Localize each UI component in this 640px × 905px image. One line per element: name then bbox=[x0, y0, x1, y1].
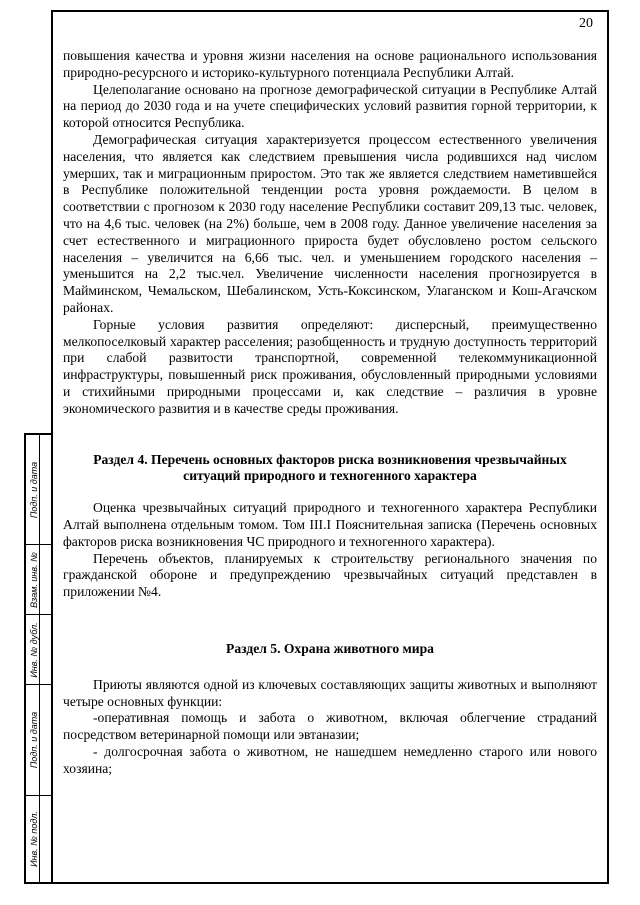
stamp-field bbox=[39, 685, 51, 795]
paragraph: Приюты являются одной из ключевых составляющих защиты животных и выполняют четыре основных функции: bbox=[63, 676, 597, 709]
stamp-cell-signature-date-bottom bbox=[26, 685, 51, 796]
section-5-heading: Раздел 5. Охрана животного мира bbox=[226, 640, 434, 656]
stamp-cell-original-inventory bbox=[26, 796, 51, 882]
section-4-heading: Раздел 4. Перечень основных факторов риска возникновения чрезвычайных ситуаций природного и техногенного характера bbox=[93, 451, 567, 484]
paragraph: Перечень объектов, планируемых к строительству регионального значения по гражданской обороне и предупреждению чрезвычайных ситуаций представлен в приложении №4. bbox=[63, 550, 597, 600]
stamp-label: Инв. № подл. bbox=[29, 811, 39, 867]
page-frame bbox=[51, 10, 609, 884]
page-number: 20 bbox=[579, 16, 593, 31]
paragraph: Демографическая ситуация характеризуется процессом естественного увеличения населения, что является как следствием превышения числа родившихся над числом умерших, так и миграционным приростом. Это так же является следствием наметившейся в Республике положительной тенденции роста уровня рождаемости. В целом в соответствии с прогнозом к 2030 году население Республики составит 209,13 тыс. человек, что на 4,6 тыс. человек (на 2%) больше, чем в 2008 году. Данное увеличение населения за счет естественного и миграционного прироста будет обусловлено ростом сельского населения – увеличится на 6,66 тыс. чел. и уменьшением городского населения – уменьшится на 2,2 тыс.чел. Увеличение численности населения прогнозируется в Майминском, Чемальском, Шебалинском, Усть-Коксинском, Улаганском и Кош-Агачском районах. bbox=[63, 131, 597, 315]
stamp-cell-replacement-inventory bbox=[26, 545, 51, 615]
paragraph: Оценка чрезвычайных ситуаций природного и техногенного характера Республики Алтай выполнена отдельным томом. Том III.I Пояснительная записка (Перечень основных факторов риска возникновения ЧС природного и техногенного характера). bbox=[63, 500, 597, 549]
document-body bbox=[63, 48, 597, 777]
stamp-label: Взам. инв. № bbox=[29, 551, 39, 608]
paragraph: -оперативная помощь и забота о животном, включая облегчение страданий посредством ветеринарной помощи или эвтаназии; bbox=[63, 710, 597, 743]
paragraph: повышения качества и уровня жизни населения на основе рационального использования природно-ресурсного и историко-культурного потенциала Республики Алтай. bbox=[63, 48, 597, 80]
stamp-label: Подп. и дата bbox=[29, 711, 39, 769]
stamp-cell-duplicate-inventory bbox=[26, 615, 51, 685]
stamp-field bbox=[39, 545, 51, 614]
stamp-field bbox=[39, 796, 51, 882]
stamp-field bbox=[39, 615, 51, 684]
paragraph: Горные условия развития определяют: дисперсный, преимущественно мелкопоселковый характер расселения; разобщенность и трудную доступность территорий при слабой развитости транспортной, современной телекоммуникационной инфраструктуры, повышенный риск проживания, обусловленный природными условиями и стихийными природными процессами и, как следствие – различия в уровне экономического развития и в качестве среды проживания. bbox=[63, 316, 597, 416]
paragraph: Целеполагание основано на прогнозе демографической ситуации в Республике Алтай на период до 2030 года и на учете специфических условий развития горной территории, к которой относится Республика. bbox=[63, 81, 597, 131]
paragraph: - долгосрочная забота о животном, не нашедшем немедленно старого или нового хозяина; bbox=[63, 743, 597, 776]
stamp-label: Инв. № дубл. bbox=[29, 621, 39, 678]
side-stamp bbox=[24, 433, 51, 884]
stamp-cell-signature-date-top bbox=[26, 435, 51, 545]
stamp-label: Подп. и дата bbox=[29, 461, 39, 518]
stamp-field bbox=[39, 435, 51, 544]
